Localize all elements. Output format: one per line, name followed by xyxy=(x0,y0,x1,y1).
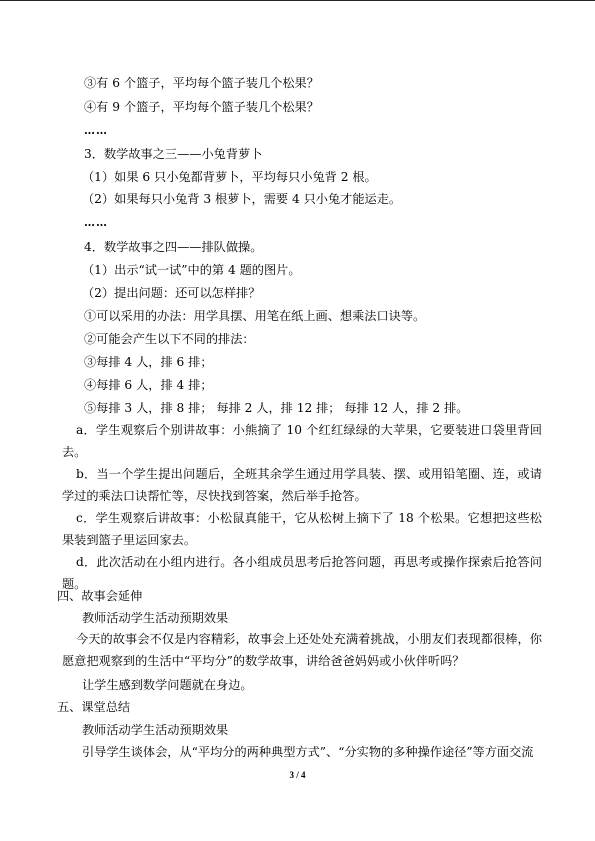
paragraph-b xyxy=(62,463,542,507)
text-line: ①可以采用的办法：用学具摆、用笔在纸上画、想乘法口诀等。 xyxy=(84,309,426,323)
text-line: ③有 6 个篮子，平均每个篮子装几个松果？ xyxy=(84,76,319,90)
section-heading: 4．数学故事之四——排队做操。 xyxy=(84,240,263,254)
section-4-note: 让学生感到数学问题就在身边。 xyxy=(82,678,253,692)
paragraph-text: d．此次活动在小组内进行。各小组成员思考后抢答问题，再思考或操作探索后抢答问题。 xyxy=(62,555,542,591)
text-line: （1）如果 6 只小兔都背萝卜，平均每只小兔背 2 根。 xyxy=(82,170,377,184)
text-line: ④每排 6 人，排 4 排； xyxy=(84,378,213,392)
paragraph-a xyxy=(62,419,542,463)
text-line: （2）如果每只小兔背 3 根萝卜，需要 4 只小兔才能运走。 xyxy=(82,192,402,206)
text-line: （2）提出问题：还可以怎样排？ xyxy=(82,286,261,300)
page-number: 3 / 4 xyxy=(289,770,306,780)
text-line: ③每排 4 人，排 6 排； xyxy=(84,355,213,369)
text-line: ②可能会产生以下不同的排法： xyxy=(84,332,255,346)
section-5-subheading: 教师活动学生活动预期效果 xyxy=(82,723,229,737)
section-heading: 3．数学故事之三——小兔背萝卜 xyxy=(84,147,263,161)
section-5-paragraph: 引导学生谈体会，从“平均分的两种典型方式”、“分实物的多种操作途径”等方面交流 xyxy=(82,745,534,759)
text-line: ⑤每排 3 人，排 8 排； 每排 2 人，排 12 排； 每排 12 人，排 2 排。 xyxy=(84,401,469,415)
text-line: ④有 9 个篮子，平均每个篮子装几个松果？ xyxy=(84,100,319,114)
paragraph-text: c．学生观察后讲故事：小松鼠真能干，它从松树上摘下了 18 个松果。它想把这些松果装到篮子里运回家去。 xyxy=(62,511,542,547)
paragraph-text: b．当一个学生提出问题后，全班其余学生通过用学具装、摆、或用铅笔圈、连，或请学过的乘法口诀帮忙等，尽快找到答案，然后举手抢答。 xyxy=(62,467,542,503)
section-5-heading: 五、课堂总结 xyxy=(57,700,131,714)
ellipsis: …… xyxy=(84,216,108,229)
section-4-paragraph xyxy=(62,628,542,672)
paragraph-text: 今天的故事会不仅是内容精彩，故事会上还处处充满着挑战，小朋友们表现都很棒，你愿意把观察到的生活中“平均分”的数学故事，讲给爸爸妈妈或小伙伴听吗？ xyxy=(62,632,542,668)
paragraph-c xyxy=(62,507,542,551)
ellipsis: …… xyxy=(84,124,108,137)
page-top-edge xyxy=(0,0,595,1)
section-4-heading: 四、故事会延伸 xyxy=(57,589,143,603)
section-4-subheading: 教师活动学生活动预期效果 xyxy=(82,611,229,625)
paragraph-text: a．学生观察后个别讲故事：小熊摘了 10 个红红绿绿的大苹果，它要装进口袋里背回去。 xyxy=(62,423,542,459)
text-line: （1）出示“试一试”中的第 4 题的图片。 xyxy=(82,263,301,277)
